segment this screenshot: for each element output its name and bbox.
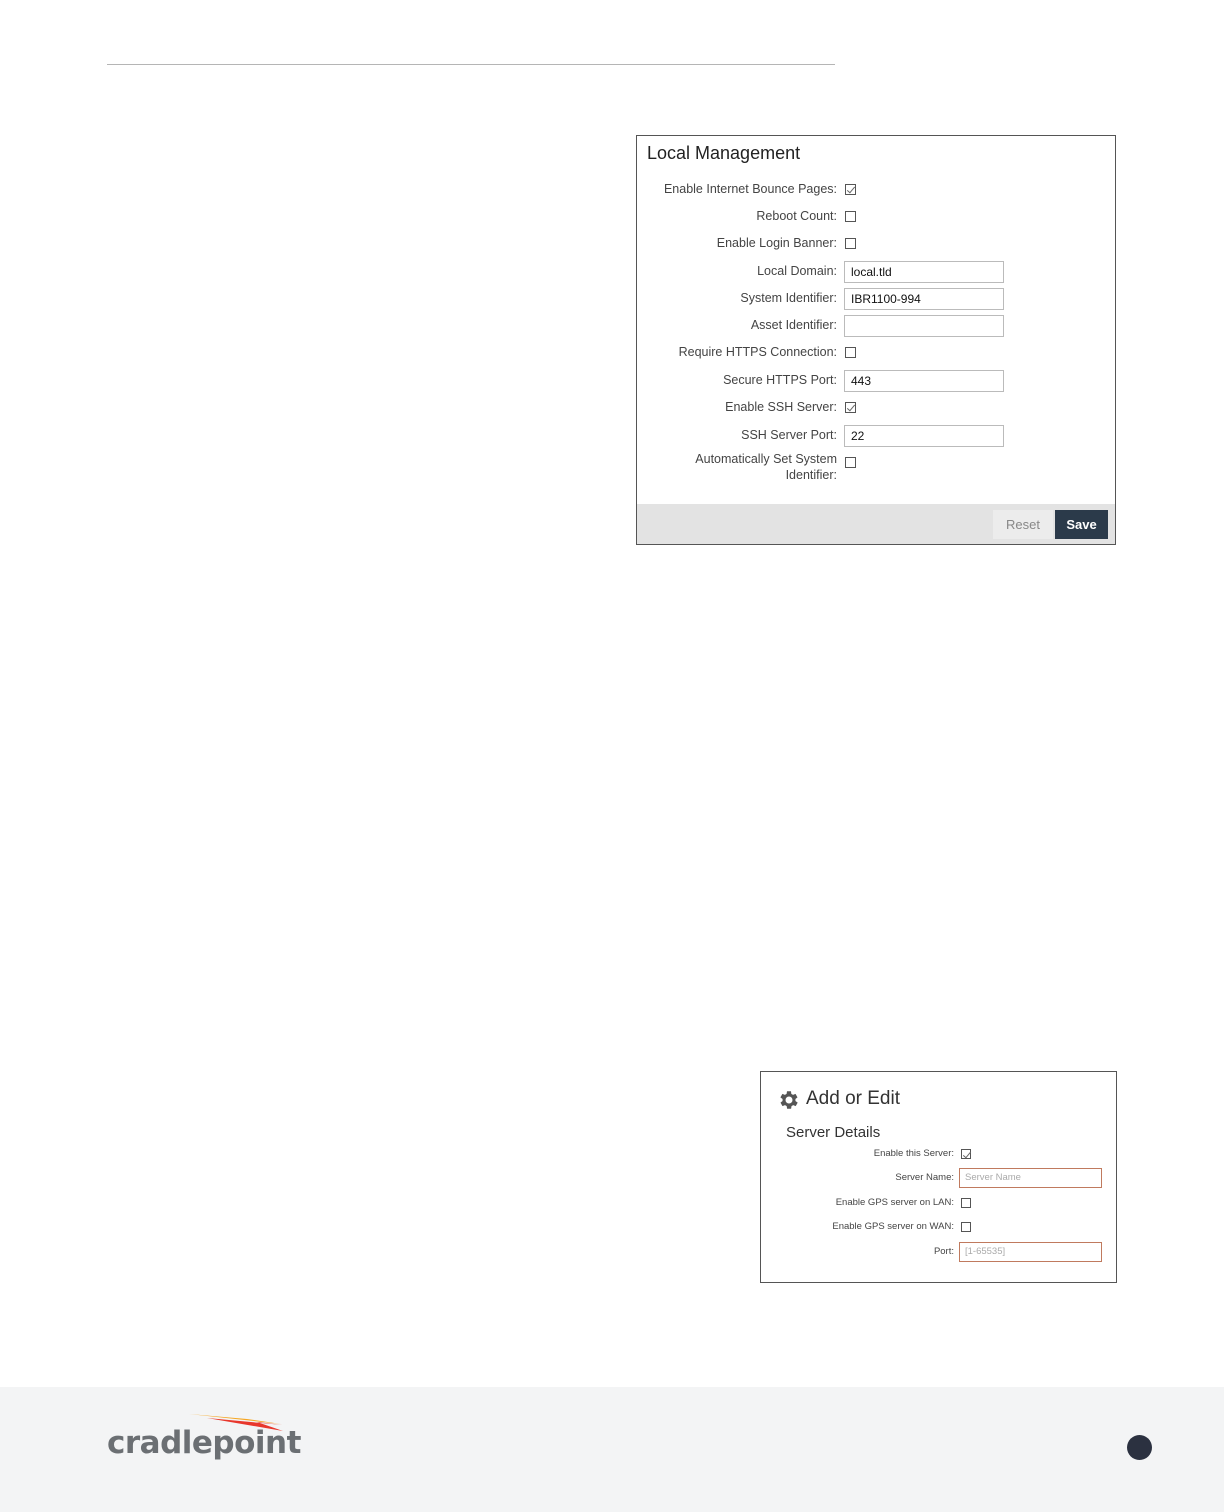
enable-this-server-checkbox[interactable] [961, 1149, 971, 1159]
panel-title: Add or Edit [806, 1088, 900, 1109]
label-require-https: Require HTTPS Connection: [678, 345, 837, 359]
save-button[interactable]: Save [1055, 510, 1108, 539]
label-gps-wan: Enable GPS server on WAN: [832, 1221, 954, 1232]
gear-icon [777, 1088, 801, 1112]
label-enable-internet-bounce-pages: Enable Internet Bounce Pages: [663, 182, 837, 196]
asset-identifier-input[interactable] [844, 315, 1004, 337]
panel-footer [637, 504, 1115, 544]
row-require-https [637, 341, 1115, 365]
system-identifier-input[interactable]: IBR1100-994 [844, 288, 1004, 310]
secure-https-port-input[interactable]: 443 [844, 370, 1004, 392]
logo-text: cradlepoint [107, 1425, 301, 1461]
row-enable-login-banner [637, 232, 1115, 256]
enable-ssh-server-checkbox[interactable] [845, 402, 856, 413]
auto-set-system-identifier-checkbox[interactable] [845, 457, 856, 468]
label-local-domain: Local Domain: [757, 264, 837, 278]
row-gps-lan [761, 1193, 1116, 1215]
top-divider [107, 64, 835, 65]
reset-button[interactable]: Reset [993, 510, 1053, 539]
label-gps-lan: Enable GPS server on LAN: [835, 1197, 954, 1208]
page-footer [0, 1387, 1224, 1512]
reboot-count-checkbox[interactable] [845, 211, 856, 222]
row-asset-identifier [637, 314, 1115, 338]
enable-login-banner-checkbox[interactable] [845, 238, 856, 249]
server-name-input[interactable]: Server Name [959, 1168, 1102, 1188]
label-enable-ssh-server: Enable SSH Server: [725, 400, 837, 414]
cradlepoint-logo [107, 1413, 301, 1463]
label-ssh-server-port: SSH Server Port: [741, 428, 837, 442]
row-system-identifier [637, 287, 1115, 311]
gps-wan-checkbox[interactable] [961, 1222, 971, 1232]
label-server-name: Server Name: [895, 1172, 954, 1183]
port-input[interactable]: [1-65535] [959, 1242, 1102, 1262]
page-number-badge [1127, 1435, 1152, 1460]
row-gps-wan [761, 1217, 1116, 1239]
label-port: Port: [933, 1246, 954, 1257]
require-https-checkbox[interactable] [845, 347, 856, 358]
local-domain-input[interactable]: local.tld [844, 261, 1004, 283]
row-server-name [761, 1168, 1116, 1190]
section-title: Server Details [786, 1124, 881, 1141]
enable-internet-bounce-pages-checkbox[interactable] [845, 184, 856, 195]
label-asset-identifier: Asset Identifier: [750, 318, 837, 332]
row-ssh-server-port [637, 424, 1115, 448]
gps-lan-checkbox[interactable] [961, 1198, 971, 1208]
row-auto-set-system-identifier [637, 451, 1115, 485]
ssh-server-port-input[interactable]: 22 [844, 425, 1004, 447]
row-enable-this-server [761, 1144, 1116, 1166]
label-secure-https-port: Secure HTTPS Port: [723, 373, 837, 387]
row-reboot-count [637, 205, 1115, 229]
row-secure-https-port [637, 369, 1115, 393]
row-enable-internet-bounce-pages [637, 178, 1115, 202]
label-auto-set-system-identifier: Automatically Set System Identifier: [695, 452, 837, 482]
label-enable-this-server: Enable this Server: [873, 1148, 954, 1159]
local-management-panel [636, 135, 1116, 545]
add-or-edit-panel [760, 1071, 1117, 1283]
label-system-identifier: System Identifier: [740, 291, 837, 305]
row-port [761, 1242, 1116, 1264]
panel-title: Local Management [647, 143, 801, 163]
row-enable-ssh-server [637, 396, 1115, 420]
row-local-domain [637, 260, 1115, 284]
label-enable-login-banner: Enable Login Banner: [716, 236, 837, 250]
label-reboot-count: Reboot Count: [756, 209, 837, 223]
